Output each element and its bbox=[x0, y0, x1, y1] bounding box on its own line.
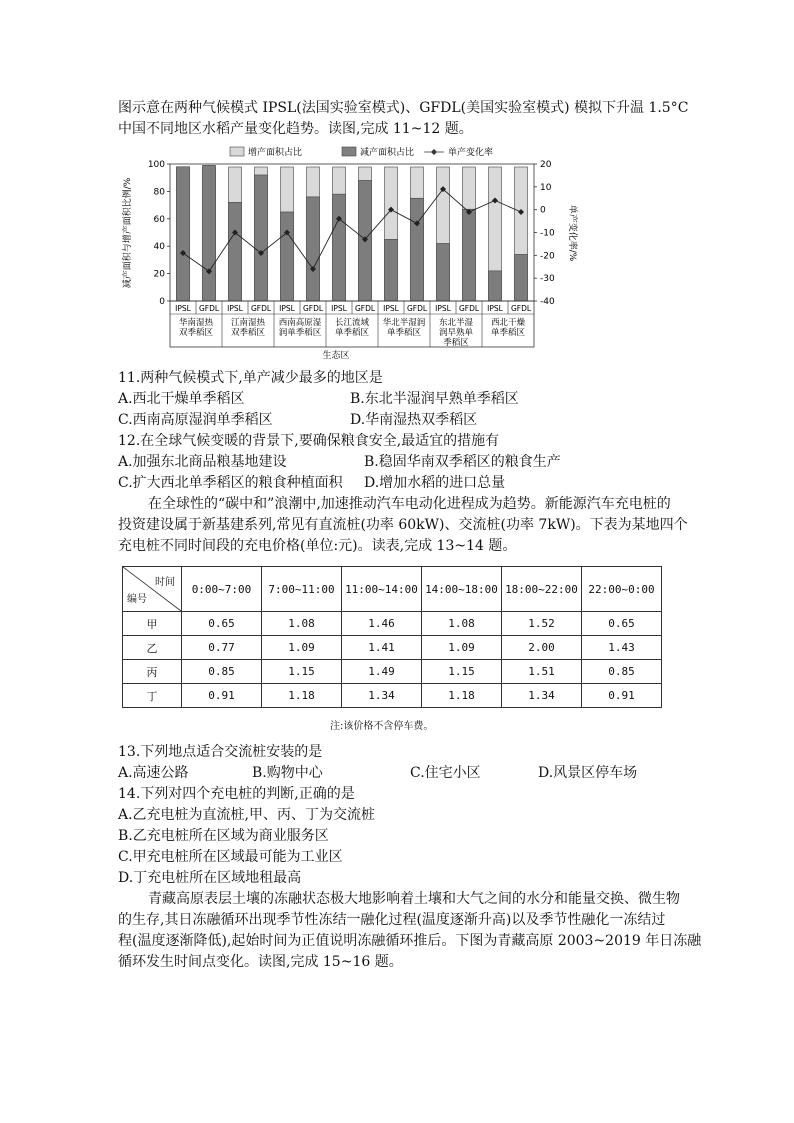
price-cell: 0.65 bbox=[582, 612, 662, 636]
y-axis-left-label: 减产面积与增产面积比例/% bbox=[123, 177, 133, 289]
region-label: 华北半湿润 bbox=[382, 318, 426, 328]
y-right-tick-label: -40 bbox=[540, 297, 555, 307]
legend-label-rate: 单产变化率 bbox=[448, 148, 494, 158]
region-label: 润单季稻区 bbox=[278, 328, 322, 338]
q14-option-c[interactable]: C.甲充电桩所在区域最可能为工业区 bbox=[118, 849, 343, 865]
passage3-line-2: 的生存,其日冻融循环出现季节性冻结一融化过程(温度逐渐升高)以及季节性融化一冻结过 bbox=[118, 912, 666, 928]
q11-option-b[interactable]: B.东北半湿润早熟单季稻区 bbox=[350, 391, 519, 407]
region-label: 单季稻区 bbox=[490, 328, 526, 338]
model-label: IPSL bbox=[383, 304, 399, 313]
bar-decrease-share bbox=[463, 209, 476, 301]
header-cell: 7:00~11:00 bbox=[262, 567, 342, 612]
y-left-tick-label: 0 bbox=[159, 297, 165, 307]
model-label: IPSL bbox=[487, 304, 503, 313]
y-left-tick-label: 80 bbox=[153, 187, 165, 198]
y-right-tick-label: 10 bbox=[540, 182, 552, 193]
price-cell: 0.77 bbox=[182, 636, 262, 660]
model-label: GFDL bbox=[458, 304, 480, 313]
price-cell: 0.85 bbox=[182, 660, 262, 684]
legend-label-decrease: 减产面积占比 bbox=[360, 148, 415, 158]
corner-label-time: 时间 bbox=[155, 577, 175, 588]
table-header-row bbox=[123, 567, 662, 612]
model-label: IPSL bbox=[227, 304, 243, 313]
price-cell: 1.46 bbox=[342, 612, 422, 636]
bar-decrease-share bbox=[281, 212, 294, 301]
passage3-line-3: 程(温度逐渐降低),起始时间为正值说明冻融循环推后。下图为青藏高原 2003~2019 年日冻融 bbox=[118, 933, 702, 949]
bar-decrease-share bbox=[203, 165, 216, 301]
q13-option-c[interactable]: C.住宅小区 bbox=[410, 765, 481, 781]
y-right-tick-label: 0 bbox=[540, 205, 546, 216]
table-row bbox=[123, 684, 662, 708]
region-label: 季稻区 bbox=[443, 338, 469, 348]
model-label: IPSL bbox=[175, 304, 191, 313]
model-label: GFDL bbox=[406, 304, 428, 313]
bar-decrease-share bbox=[489, 271, 502, 301]
row-id: 甲 bbox=[123, 612, 182, 636]
price-cell: 1.15 bbox=[262, 660, 342, 684]
price-cell: 1.08 bbox=[422, 612, 502, 636]
q14-option-a[interactable]: A.乙充电桩为直流桩,甲、丙、丁为交流桩 bbox=[118, 807, 376, 823]
q14-option-d[interactable]: D.丁充电桩所在区域地租最高 bbox=[118, 870, 302, 886]
table-row bbox=[123, 636, 662, 660]
price-cell: 2.00 bbox=[502, 636, 582, 660]
model-label: IPSL bbox=[435, 304, 451, 313]
y-axis-right-label: 单产变化率/% bbox=[567, 204, 577, 262]
region-label: 润早熟单 bbox=[438, 328, 474, 338]
model-label: GFDL bbox=[250, 304, 272, 313]
q11-stem: 11.两种气候模式下,单产减少最多的地区是 bbox=[118, 370, 383, 386]
header-cell: 0:00~7:00 bbox=[182, 567, 262, 612]
region-label: 双季稻区 bbox=[178, 328, 214, 338]
bar-decrease-share bbox=[385, 239, 398, 301]
price-cell: 1.43 bbox=[582, 636, 662, 660]
q12-option-b[interactable]: B.稳固华南双季稻区的粮食生产 bbox=[364, 454, 561, 470]
price-cell: 1.08 bbox=[262, 612, 342, 636]
price-cell: 0.85 bbox=[582, 660, 662, 684]
price-cell: 0.91 bbox=[582, 684, 662, 708]
q11-option-a[interactable]: A.西北干燥单季稻区 bbox=[118, 391, 245, 407]
intro-line-1: 图示意在两种气候模式 IPSL(法国实验室模式)、GFDL(美国实验室模式) 模拟下升温 1.5°C bbox=[118, 100, 689, 116]
bar-decrease-share bbox=[437, 243, 450, 301]
q13-stem: 13.下列地点适合交流桩安装的是 bbox=[118, 744, 323, 760]
legend-swatch-decrease bbox=[342, 147, 356, 156]
q11-option-c[interactable]: C.西南高原湿润单季稻区 bbox=[118, 412, 273, 428]
table-row bbox=[123, 612, 662, 636]
row-id: 乙 bbox=[123, 636, 182, 660]
passage2-line-2: 投资建设属于新基建系列,常见有直流桩(功率 60kW)、交流桩(功率 7kW)。下表为某地四个 bbox=[118, 517, 688, 533]
price-cell: 1.09 bbox=[422, 636, 502, 660]
price-cell: 1.34 bbox=[502, 684, 582, 708]
bar-decrease-share bbox=[177, 167, 190, 301]
bar-decrease-share bbox=[333, 194, 346, 301]
legend-marker-rate bbox=[431, 149, 437, 155]
model-label: GFDL bbox=[510, 304, 532, 313]
table-corner-cell bbox=[123, 567, 182, 612]
region-label: 东北半湿 bbox=[438, 318, 474, 328]
region-label: 华南湿热 bbox=[178, 318, 214, 328]
corner-label-id: 编号 bbox=[127, 594, 147, 605]
q13-option-a[interactable]: A.高速公路 bbox=[118, 765, 189, 781]
model-label: GFDL bbox=[198, 304, 220, 313]
q13-option-d[interactable]: D.风景区停车场 bbox=[538, 765, 638, 781]
model-label: GFDL bbox=[302, 304, 324, 313]
model-label: GFDL bbox=[354, 304, 376, 313]
bar-decrease-share bbox=[411, 198, 424, 301]
table-note: 注:该价格不含停车费。 bbox=[330, 721, 434, 732]
y-left-tick-label: 100 bbox=[147, 160, 165, 170]
bar-decrease-share bbox=[255, 175, 268, 301]
price-cell: 1.09 bbox=[262, 636, 342, 660]
price-cell: 1.51 bbox=[502, 660, 582, 684]
passage2-line-1: 在全球性的“碳中和”浪潮中,加速推动汽车电动化进程成为趋势。新能源汽车充电桩的 bbox=[148, 496, 671, 512]
passage2-line-3: 充电桩不同时间段的充电价格(单位:元)。读表,完成 13~14 题。 bbox=[118, 538, 517, 554]
intro-line-2: 中国不同地区水稻产量变化趋势。读图,完成 11~12 题。 bbox=[118, 121, 473, 137]
y-left-tick-label: 40 bbox=[153, 242, 165, 253]
region-label: 双季稻区 bbox=[230, 328, 266, 338]
table-row bbox=[123, 660, 662, 684]
region-label: 西北干燥 bbox=[490, 318, 526, 328]
price-cell: 1.18 bbox=[422, 684, 502, 708]
header-cell: 22:00~0:00 bbox=[582, 567, 662, 612]
price-cell: 1.49 bbox=[342, 660, 422, 684]
model-label: IPSL bbox=[279, 304, 295, 313]
y-right-tick-label: 20 bbox=[540, 160, 552, 170]
header-cell: 11:00~14:00 bbox=[342, 567, 422, 612]
header-cell: 14:00~18:00 bbox=[422, 567, 502, 612]
region-label: 单季稻区 bbox=[334, 328, 370, 338]
y-right-tick-label: -10 bbox=[540, 228, 555, 239]
rice-yield-chart bbox=[118, 143, 577, 365]
region-label: 长江流域 bbox=[334, 318, 370, 328]
x-axis-label: 生态区 bbox=[322, 351, 350, 361]
region-label: 西南高原湿 bbox=[278, 318, 322, 328]
legend-swatch-increase bbox=[230, 147, 244, 156]
y-left-tick-label: 60 bbox=[153, 214, 165, 225]
q14-option-b[interactable]: B.乙充电桩所在区域为商业服务区 bbox=[118, 828, 329, 844]
price-cell: 1.52 bbox=[502, 612, 582, 636]
passage3-line-4: 循环发生时间点变化。读图,完成 15~16 题。 bbox=[118, 954, 403, 970]
row-id: 丙 bbox=[123, 660, 182, 684]
q12-option-d[interactable]: D.增加水稻的进口总量 bbox=[364, 475, 506, 491]
q11-option-d[interactable]: D.华南湿热双季稻区 bbox=[350, 412, 478, 428]
passage3-line-1: 青藏高原表层土壤的冻融状态极大地影响着土壤和大气之间的水分和能量交换、微生物 bbox=[148, 891, 680, 907]
price-cell: 1.34 bbox=[342, 684, 422, 708]
y-left-tick-label: 20 bbox=[153, 269, 165, 280]
q12-stem: 12.在全球气候变暖的背景下,要确保粮食安全,最适宜的措施有 bbox=[118, 433, 500, 449]
price-cell: 0.65 bbox=[182, 612, 262, 636]
bar-decrease-share bbox=[229, 202, 242, 301]
plot-frame bbox=[170, 164, 534, 301]
header-cell: 18:00~22:00 bbox=[502, 567, 582, 612]
q13-option-b[interactable]: B.购物中心 bbox=[252, 765, 323, 781]
bar-decrease-share bbox=[307, 197, 320, 301]
y-right-tick-label: -20 bbox=[540, 251, 555, 262]
region-label: 单季稻区 bbox=[386, 328, 422, 338]
q12-option-c[interactable]: C.扩大西北单季稻区的粮食种植面积 bbox=[118, 475, 343, 491]
price-cell: 1.41 bbox=[342, 636, 422, 660]
q14-stem: 14.下列对四个充电桩的判断,正确的是 bbox=[118, 786, 355, 802]
q12-option-a[interactable]: A.加强东北商品粮基地建设 bbox=[118, 454, 287, 470]
y-right-tick-label: -30 bbox=[540, 274, 555, 285]
bar-decrease-share bbox=[515, 254, 528, 301]
legend-label-increase: 增产面积占比 bbox=[248, 148, 303, 158]
price-cell: 0.91 bbox=[182, 684, 262, 708]
price-cell: 1.18 bbox=[262, 684, 342, 708]
price-cell: 1.15 bbox=[422, 660, 502, 684]
charging-price-table bbox=[122, 566, 662, 708]
model-label: IPSL bbox=[331, 304, 347, 313]
row-id: 丁 bbox=[123, 684, 182, 708]
region-label: 江南湿热 bbox=[230, 318, 266, 328]
chart-legend bbox=[230, 146, 493, 158]
